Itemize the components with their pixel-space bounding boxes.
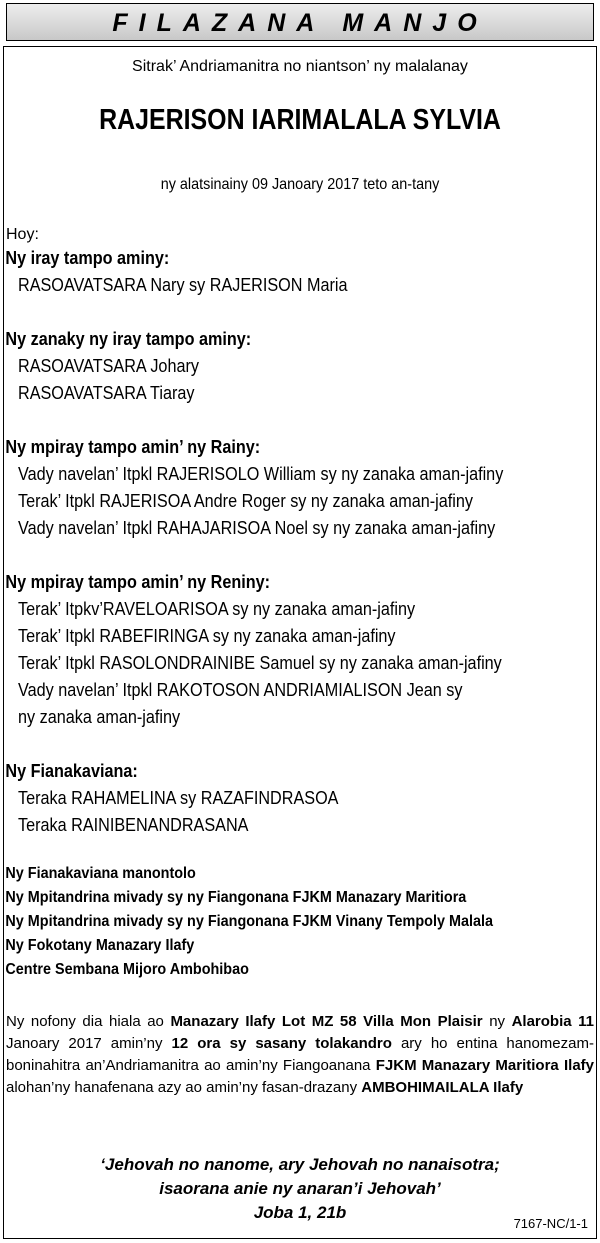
funeral-text: ary ho entina hanomezam-boninahitra an’Andriamanitra ao amin’ny Fiangoanana bbox=[6, 1035, 594, 1074]
section-line: Vady navelan’ Itpkl RAJERISOLO William sy ny zanaka aman-jafiny bbox=[18, 464, 504, 484]
community-line: Ny Fianakaviana manontolo bbox=[5, 865, 196, 882]
section-line: ny zanaka aman-jafiny bbox=[18, 707, 181, 727]
funeral-period: tolakandro bbox=[315, 1035, 392, 1052]
section-heading-fianakaviana: Ny Fianakaviana: bbox=[5, 761, 138, 781]
section-line: Vady navelan’ Itpkl RAKOTOSON ANDRIAMIALISON Jean sy bbox=[18, 680, 463, 700]
funeral-place: Manazary Ilafy Lot MZ 58 Villa Mon Plaisir bbox=[170, 1013, 483, 1030]
notice-banner: FILAZANA MANJO bbox=[6, 3, 594, 41]
date-line: ny alatsinainy 09 Janoary 2017 teto an-tany bbox=[160, 176, 440, 193]
intro-line: Sitrak’ Andriamanitra no niantson’ ny malalanay bbox=[132, 58, 468, 75]
section-line: RASOAVATSARA Johary bbox=[18, 356, 199, 376]
section-line: Terak’ Itpkl RAJERISOA Andre Roger sy ny zanaka aman-jafiny bbox=[18, 491, 474, 511]
section-heading-zanaka: Ny zanaky ny iray tampo aminy: bbox=[5, 329, 252, 349]
funeral-paragraph bbox=[6, 1011, 594, 1099]
notice-reference: 7167-NC/1-1 bbox=[513, 1216, 588, 1231]
section-heading-reniny: Ny mpiray tampo amin’ ny Reniny: bbox=[5, 572, 271, 592]
section-line: Terak’ Itpkv’RAVELOARISOA sy ny zanaka aman-jafiny bbox=[18, 599, 416, 619]
community-line: Ny Mpitandrina mivady sy ny Fiangonana FJKM Manazary Maritiora bbox=[5, 889, 467, 906]
verse-reference: Joba 1, 21b bbox=[253, 1203, 347, 1222]
section-line: Vady navelan’ Itpkl RAHAJARISOA Noel sy ny zanaka aman-jafiny bbox=[18, 518, 496, 538]
community-line: Ny Fokotany Manazary Ilafy bbox=[5, 937, 195, 954]
section-line: Teraka RAHAMELINA sy RAZAFINDRASOA bbox=[18, 788, 339, 808]
section-heading-rainy: Ny mpiray tampo amin’ ny Rainy: bbox=[5, 437, 261, 457]
community-line: Ny Mpitandrina mivady sy ny Fiangonana FJKM Vinany Tempoly Malala bbox=[5, 913, 493, 930]
funeral-burial-place: AMBOHIMAILALA Ilafy bbox=[361, 1079, 524, 1096]
verse-line: ‘Jehovah no nanome, ary Jehovah no nanaisotra; bbox=[100, 1155, 500, 1174]
section-heading-tampo: Ny iray tampo aminy: bbox=[5, 248, 170, 268]
funeral-text: alohan’ny hanafenana azy ao amin’ny fasan-drazany bbox=[6, 1079, 362, 1096]
funeral-time: 12 ora sy sasany bbox=[171, 1035, 307, 1052]
section-line: Terak’ Itpkl RASOLONDRAINIBE Samuel sy ny zanaka aman-jafiny bbox=[18, 653, 502, 673]
funeral-text: Ny nofony dia hiala ao bbox=[6, 1013, 171, 1030]
verse-line: isaorana anie ny anaran’i Jehovah’ bbox=[159, 1179, 441, 1198]
funeral-text: ny bbox=[482, 1013, 512, 1030]
funeral-church: FJKM Manazary Maritiora Ilafy bbox=[375, 1057, 594, 1074]
section-line: RASOAVATSARA Nary sy RAJERISON Maria bbox=[18, 275, 348, 295]
deceased-name: RAJERISON IARIMALALA SYLVIA bbox=[99, 104, 501, 136]
funeral-text: Janoary 2017 amin’ny bbox=[6, 1035, 172, 1052]
section-line: Terak’ Itpkl RABEFIRINGA sy ny zanaka aman-jafiny bbox=[18, 626, 396, 646]
community-line: Centre Sembana Mijoro Ambohibao bbox=[5, 961, 249, 978]
funeral-text bbox=[306, 1035, 315, 1052]
funeral-day: Alarobia 11 bbox=[511, 1013, 594, 1030]
hoy-label: Hoy: bbox=[6, 226, 39, 243]
section-line: RASOAVATSARA Tiaray bbox=[18, 383, 195, 403]
section-line: Teraka RAINIBENANDRASANA bbox=[18, 815, 249, 835]
